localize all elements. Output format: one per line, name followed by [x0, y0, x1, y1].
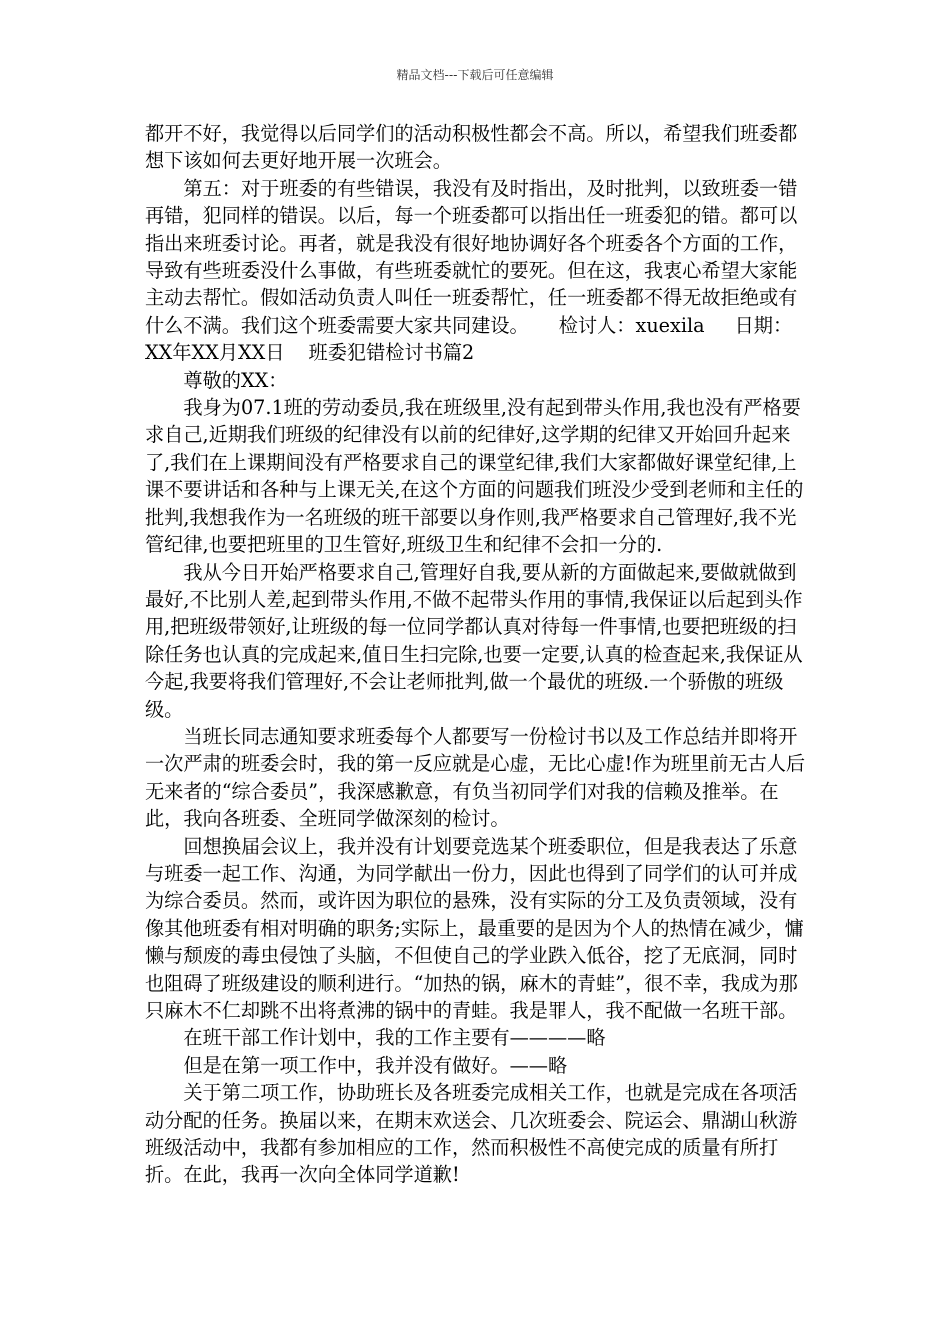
paragraph: 我身为07.1班的劳动委员,我在班级里,没有起到带头作用,我也没有严格要求自己,近期我们班级的纪律没有以前的纪律好,这学期的纪律又开始回升起来了,我们在上课期间没有严格要求自己的课堂纪律,我们大家都做好课堂纪律,上课不要讲话和各种与上课无关,在这个方面的问题我们班没少受到老师和主任的批判,我想我作为一名班级的班干部要以身作则,我严格要求自己管理好,我不光管纪律,也要把班里的卫生管好,班级卫生和纪律不会扣一分的.: [145, 396, 804, 557]
paragraph: 回想换届会议上，我并没有计划要竞选某个班委职位，但是我表达了乐意与班委一起工作、沟通，为同学献出一份力，因此也得到了同学们的认可并成为综合委员。然而，或许因为职位的悬殊，没有实际的分工及负责领域，没有像其他班委有相对明确的职务;实际上，最重要的是因为个人的热情在减少，慵懒与颓废的毒虫侵蚀了头脑，不但使自己的学业跌入低谷，挖了无底洞，同时也阻碍了班级建设的顺利进行。“加热的锅，麻木的青蛙”，很不幸，我成为那只麻木不仁却跳不出将煮沸的锅中的青蛙。我是罪人，我不配做一名班干部。: [145, 834, 804, 1022]
page-header: 精品文档---下载后可任意编辑: [396, 68, 554, 82]
document-body: [145, 120, 815, 1189]
salutation: 尊敬的XX：: [183, 368, 288, 392]
paragraph: 关于第二项工作，协助班长及各班委完成相关工作，也就是完成在各项活动分配的任务。换届以来，在期末欢送会、几次班委会、院运会、鼎湖山秋游班级活动中，我都有参加相应的工作，然而积极性不高使完成的质量有所打折。在此，我再一次向全体同学道歉!: [145, 1081, 798, 1187]
signature-text: 检讨人：xuexila: [558, 313, 705, 337]
paragraph-text: 第五：对于班委的有些错误，我没有及时指出，及时批判，以致班委一错再错，犯同样的错误。以后，每一个班委都可以指出任一班委犯的错。都可以指出来班委讨论。再者，就是我没有很好地协调好各个班委各个方面的工作，导致有些班委没什么事做，有些班委就忙的要死。但在这，我衷心希望大家能主动去帮忙。假如活动负责人叫任一班委帮忙，任一班委都不得无故拒绝或有什么不满。我们这个班委需要大家共同建设。: [145, 176, 798, 337]
paragraph-point-five: [145, 175, 815, 367]
paragraph: 但是在第一项工作中，我并没有做好。——略: [183, 1053, 568, 1077]
paragraph: 当班长同志通知要求班委每个人都要写一份检讨书以及工作总结并即将开一次严肃的班委会时，我的第一反应就是心虚，无比心虚!作为班里前无古人后无来者的“综合委员”，我深感歉意，有负当初同学们对我的信赖及推举。在此，我向各班委、全班同学做深刻的检讨。: [145, 724, 806, 831]
paragraph: 我从今日开始严格要求自己,管理好自我,要从新的方面做起来,要做就做到最好,不比别人差,起到带头作用,不做不起带头作用的事情,我保证以后起到头作用,把班级带领好,让班级的每一位同学都认真对待每一件事情,也要把班级的扫除任务也认真的完成起来,值日生扫完除,也要一定要,认真的检查起来,我保证从今起,我要将我们管理好,不会让老师批判,做一个最优的班级.一个骄傲的班级级。: [145, 560, 803, 721]
paragraph-continued: 都开不好，我觉得以后同学们的活动积极性都会不高。所以，希望我们班委都想下该如何去更好地开展一次班会。: [145, 122, 798, 173]
section-title: 班委犯错检讨书篇2: [308, 341, 475, 365]
date-text: 日期：XX年XX月XX日: [145, 313, 793, 365]
paragraph: 在班干部工作计划中，我的工作主要有————略: [183, 1026, 606, 1050]
